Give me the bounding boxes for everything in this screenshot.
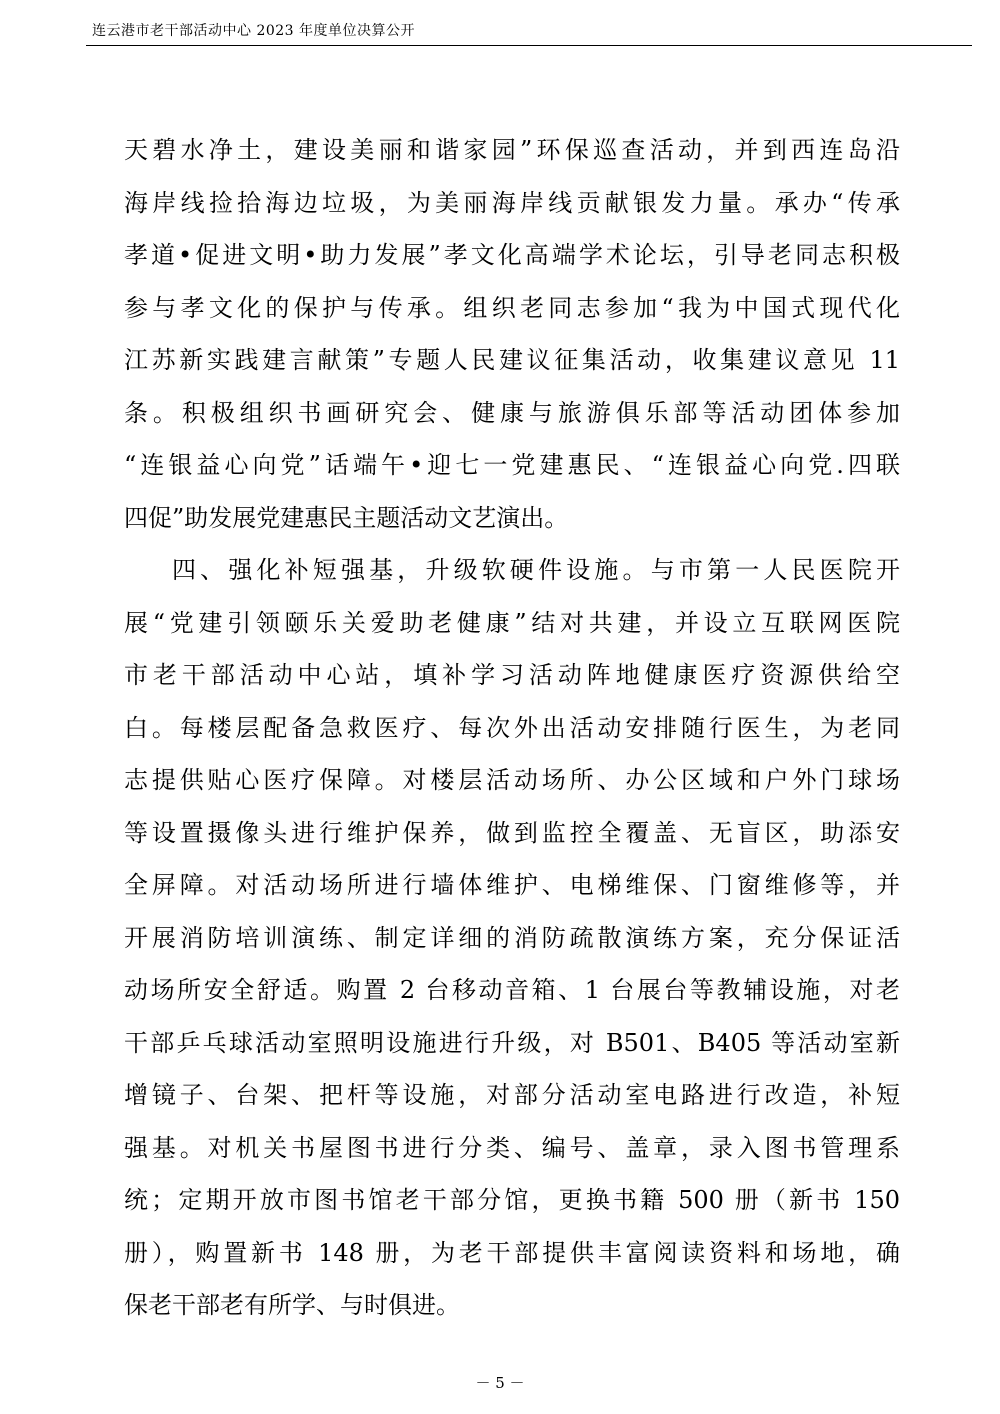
text-line: 增镜子、台架、把杆等设施，对部分活动室电路进行改造，补短	[124, 1081, 900, 1109]
text-line: 白。每楼层配备急救医疗、每次外出活动安排随行医生，为老同	[124, 713, 900, 742]
paragraph	[124, 544, 900, 1332]
text-line: 统；定期开放市图书馆老干部分馆，更换书籍 500 册（新书 150	[124, 1186, 900, 1214]
text-line: 动场所安全舒适。购置 2 台移动音箱、1 台展台等教辅设施，对老	[124, 976, 900, 1004]
text-line: “连银益心向党”话端午•迎七一党建惠民、“连银益心向党.四联	[124, 451, 900, 479]
text-line: 开展消防培训演练、制定详细的消防疏散演练方案，充分保证活	[124, 923, 900, 952]
text-line: 干部乒乓球活动室照明设施进行升级，对 B501、B405 等活动室新	[124, 1028, 900, 1057]
text-line: 江苏新实践建言献策”专题人民建议征集活动，收集建议意见 11	[124, 346, 900, 374]
text-line: 天碧水净土，建设美丽和谐家园”环保巡查活动，并到西连岛沿	[124, 136, 900, 164]
header-divider	[86, 45, 972, 46]
header-title: 连云港市老干部活动中心 2023 年度单位决算公开	[92, 23, 416, 39]
text-line: 孝道•促进文明•助力发展”孝文化高端学术论坛，引导老同志积极	[124, 241, 900, 269]
paragraph	[124, 124, 900, 544]
text-line: 等设置摄像头进行维护保养，做到监控全覆盖、无盲区，助添安	[124, 818, 900, 847]
text-line: 条。积极组织书画研究会、健康与旅游俱乐部等活动团体参加	[124, 398, 900, 427]
text-line: 展“党建引领颐乐关爱助老健康”结对共建，并设立互联网医院	[124, 608, 900, 637]
page-header	[92, 20, 972, 42]
text-line: 册），购置新书 148 册，为老干部提供丰富阅读资料和场地，确	[124, 1238, 900, 1267]
text-line: 市老干部活动中心站，填补学习活动阵地健康医疗资源供给空	[124, 661, 900, 689]
text-line: 四促”助发展党建惠民主题活动文艺演出。	[124, 503, 569, 532]
text-line: 保老干部老有所学、与时俱进。	[124, 1291, 460, 1319]
text-line: 海岸线捡拾海边垃圾，为美丽海岸线贡献银发力量。承办“传承	[124, 188, 900, 217]
document-body	[124, 124, 900, 1332]
text-line: 强基。对机关书屋图书进行分类、编号、盖章，录入图书管理系	[124, 1133, 900, 1162]
text-line: 全屏障。对活动场所进行墙体维护、电梯维保、门窗维修等，并	[124, 871, 900, 899]
page-number: － 5 －	[475, 1374, 525, 1392]
text-line: 参与孝文化的保护与传承。组织老同志参加“我为中国式现代化	[124, 293, 900, 322]
text-line: 志提供贴心医疗保障。对楼层活动场所、办公区域和户外门球场	[124, 766, 900, 794]
text-line: 四、强化补短强基，升级软硬件设施。与市第一人民医院开	[172, 556, 900, 584]
